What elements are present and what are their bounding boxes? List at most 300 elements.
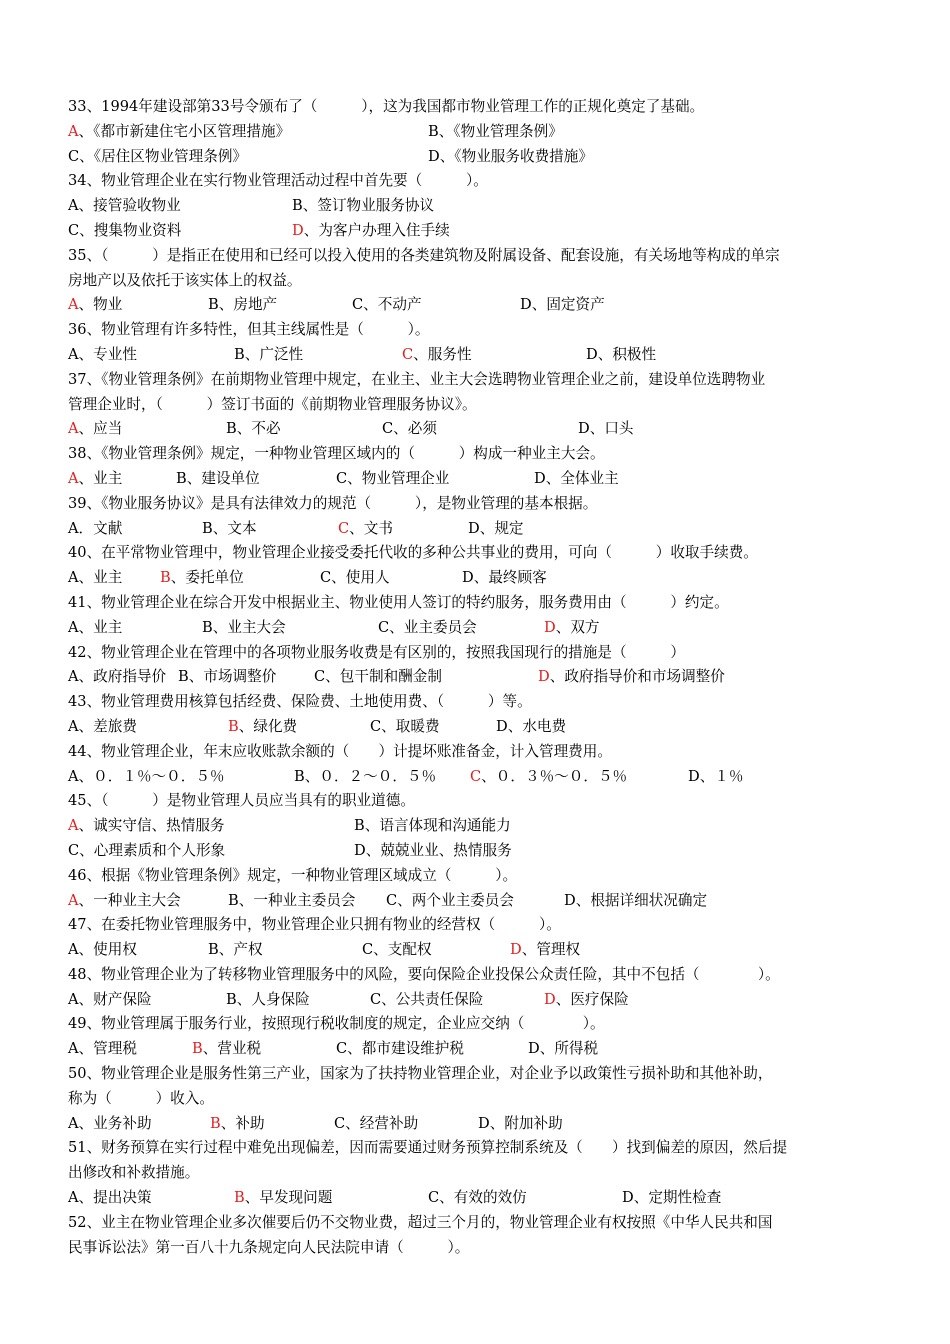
option-text: 建设单位	[201, 469, 260, 487]
option-text: 附加补助	[504, 1114, 563, 1132]
option-text: 接管验收物业	[93, 197, 181, 215]
option-letter: B	[226, 990, 237, 1008]
option-text: 业主	[93, 469, 123, 487]
answer-option	[68, 343, 137, 368]
options-row	[68, 566, 883, 591]
option-letter: C	[382, 420, 394, 438]
option-letter: C	[470, 767, 482, 785]
option-letter: B	[228, 891, 239, 909]
option-letter: C	[428, 1189, 440, 1207]
question-text: 43、物业管理费用核算包括经费、保险费、土地使用费、（ ）等。	[68, 693, 532, 711]
option-separator: 、	[381, 717, 396, 735]
option-text: 业务补助	[93, 1114, 152, 1132]
option-letter: B	[354, 817, 365, 835]
option-separator: 、	[79, 147, 94, 165]
option-letter: A	[68, 891, 79, 909]
option-separator: 、	[78, 1040, 94, 1058]
option-separator: 、	[244, 345, 260, 363]
option-letter: D	[534, 469, 546, 487]
question-text-continued: 民事诉讼法》第一百八十九条规定向人民法院申请（ ）。	[68, 1238, 470, 1256]
answer-option	[496, 715, 566, 740]
option-text: 营业税	[217, 1040, 262, 1058]
option-letter: D	[622, 1189, 634, 1207]
option-text: 口头	[604, 420, 634, 438]
option-separator: 、	[244, 1189, 260, 1207]
question-block	[68, 1062, 883, 1136]
answer-option	[202, 517, 257, 542]
answer-option	[68, 417, 122, 442]
options-row	[68, 467, 883, 492]
option-letter: D	[292, 221, 304, 239]
option-separator: 、	[186, 469, 202, 487]
question-block	[68, 641, 883, 691]
option-separator: 、	[78, 941, 94, 959]
option-text: 水电费	[522, 717, 567, 735]
option-letter: D	[578, 420, 590, 438]
option-letter: C	[370, 990, 382, 1008]
question-block	[68, 244, 883, 318]
answer-option	[68, 765, 225, 790]
answer-option	[538, 665, 725, 690]
question-text: 42、物业管理企业在管理中的各项物业服务收费是有区别的，按照我国现行的措施是（ ）	[68, 643, 685, 661]
option-separator: 、	[220, 1114, 236, 1132]
option-separator: 、	[364, 817, 380, 835]
question-text: 37、《物业管理条例》在前期物业管理中规定，在业主、业主大会选聘物业管理企业之前，建设单位选聘物业	[68, 370, 766, 388]
option-letter: A	[68, 990, 79, 1008]
answer-option	[362, 938, 432, 963]
option-text: 文本	[227, 519, 257, 537]
option-text: 根据详细状况确定	[590, 891, 708, 909]
option-separator: 、	[78, 1114, 94, 1132]
answer-option	[528, 1037, 598, 1062]
answer-option	[378, 616, 477, 641]
answer-option	[68, 293, 122, 318]
option-text: 取暖费	[395, 717, 440, 735]
question-text: 52、业主在物业管理企业多次催要后仍不交物业费，超过三个月的，物业管理企业有权按照《中华人民共和国	[68, 1213, 773, 1231]
option-separator: 、	[393, 420, 408, 438]
option-text: 专业性	[93, 345, 137, 363]
option-letter: A	[68, 717, 79, 735]
question-text: 49、物业管理属于服务行业，按照现行税收制度的规定，企业应交纳（ ）。	[68, 1015, 605, 1033]
option-text: 差旅费	[93, 717, 137, 735]
options-row	[68, 120, 883, 145]
question-list	[68, 95, 883, 1260]
question-block	[68, 913, 883, 963]
answer-option	[226, 988, 310, 1013]
option-separator: 、	[633, 1189, 649, 1207]
option-letter: A	[68, 668, 79, 686]
answer-option	[370, 988, 483, 1013]
option-text: 文献	[93, 519, 123, 537]
option-letter: B	[202, 618, 213, 636]
option-text: 物业管理企业	[361, 469, 450, 487]
option-separator: 、	[479, 519, 495, 537]
answer-option	[68, 1037, 137, 1062]
question-block	[68, 740, 883, 790]
option-letter: C	[68, 221, 80, 239]
option-text: 服务性	[427, 345, 472, 363]
option-separator: 、	[78, 817, 94, 835]
option-letter: D	[478, 1114, 490, 1132]
option-letter: D	[462, 569, 474, 587]
answer-option	[160, 566, 244, 591]
options-row	[68, 839, 883, 864]
option-separator: 、	[78, 1189, 94, 1207]
option-letter: A	[68, 122, 79, 140]
option-separator: 、	[78, 717, 94, 735]
options-row	[68, 343, 883, 368]
option-letter: B	[178, 668, 189, 686]
answer-option	[462, 566, 547, 591]
answer-option	[292, 194, 434, 219]
option-text: 公共责任保险	[395, 990, 484, 1008]
question-block	[68, 591, 883, 641]
answer-option	[208, 938, 263, 963]
option-separator: 、	[325, 668, 340, 686]
option-text: 委托单位	[185, 569, 244, 587]
option-text: 积极性	[612, 345, 657, 363]
option-letter: B	[428, 122, 439, 140]
option-separator: 、	[238, 717, 254, 735]
option-letter: B	[192, 1040, 203, 1058]
option-letter: B	[234, 1189, 245, 1207]
option-letter: A	[68, 817, 79, 835]
answer-option	[402, 343, 472, 368]
option-separator: 、	[78, 767, 94, 785]
option-text: ０．１％～０．５％	[93, 767, 225, 785]
option-separator: 、	[373, 941, 388, 959]
option-separator: 、	[531, 296, 547, 314]
option-letter: C	[68, 147, 80, 165]
option-letter: C	[370, 717, 382, 735]
option-text: 应当	[93, 420, 123, 438]
option-separator: 、	[381, 990, 396, 1008]
question-block	[68, 1136, 883, 1210]
option-text: 必须	[407, 420, 437, 438]
answer-option	[208, 293, 277, 318]
option-text: 定期性检查	[648, 1189, 722, 1207]
answer-option	[688, 765, 744, 790]
options-row	[68, 814, 883, 839]
option-separator: 、	[597, 345, 613, 363]
option-separator: 、	[78, 891, 94, 909]
option-text: 一种业主大会	[93, 891, 181, 909]
answer-option	[478, 1112, 563, 1137]
options-row	[68, 665, 883, 690]
answer-option	[292, 219, 450, 244]
option-separator: 、	[439, 147, 455, 165]
answer-option	[68, 1186, 152, 1211]
question-block	[68, 492, 883, 542]
option-letter: D	[468, 519, 480, 537]
answer-option	[338, 517, 393, 542]
answer-option	[334, 1112, 418, 1137]
option-text: 有效的效仿	[453, 1189, 527, 1207]
question-block	[68, 318, 883, 368]
option-text: 《都市新建住宅小区管理措施》	[93, 122, 291, 140]
question-text: 51、财务预算在实行过程中难免出现偏差，因而需要通过财务预算控制系统及（ ）找到偏差的原因，然后提	[68, 1139, 788, 1157]
option-letter: B	[208, 296, 219, 314]
option-letter: D	[544, 618, 556, 636]
answer-option	[68, 715, 137, 740]
answer-option	[544, 616, 600, 641]
option-separator: 、	[188, 668, 204, 686]
option-text: 双方	[570, 618, 600, 636]
options-row	[68, 938, 883, 963]
option-letter: D	[688, 767, 700, 785]
option-letter: D	[354, 841, 366, 859]
option-separator: 、	[413, 345, 428, 363]
answer-option	[68, 889, 181, 914]
option-separator: 、	[218, 296, 234, 314]
option-text: 绿化费	[253, 717, 298, 735]
option-letter: D	[586, 345, 598, 363]
option-separator: 、	[589, 420, 605, 438]
option-text: 使用权	[93, 941, 137, 959]
answer-option	[202, 616, 286, 641]
answer-option	[68, 219, 181, 244]
option-text: 管理税	[93, 1040, 137, 1058]
option-text: 政府指导价	[93, 668, 167, 686]
option-text: ０．２～０．５％	[319, 767, 437, 785]
option-text: ０．３％～０．５％	[495, 767, 628, 785]
answer-option	[386, 889, 514, 914]
options-row	[68, 219, 883, 244]
answer-option	[68, 194, 181, 219]
answer-option	[468, 517, 524, 542]
option-letter: D	[544, 990, 556, 1008]
option-text: 一种业主委员会	[253, 891, 356, 909]
option-letter: C	[402, 345, 414, 363]
option-letter: C	[362, 941, 374, 959]
option-letter: A	[68, 941, 79, 959]
answer-option	[68, 814, 225, 839]
question-text-continued: 称为（ ）收入。	[68, 1089, 214, 1107]
option-text: 政府指导价和市场调整价	[564, 668, 725, 686]
question-text: 41、物业管理企业在综合开发中根据业主、物业使用人签订的特约服务，服务费用由（ ）约定。	[68, 593, 729, 611]
option-text: 兢兢业业、热情服务	[380, 841, 512, 859]
answer-option	[428, 145, 593, 170]
option-separator: 、	[78, 296, 94, 314]
options-row	[68, 517, 883, 542]
answer-option	[314, 665, 442, 690]
question-text-continued: 房地产以及依托于该实体上的权益。	[68, 271, 302, 289]
option-letter: B	[160, 569, 171, 587]
question-block	[68, 442, 883, 492]
option-separator: 、	[489, 1114, 505, 1132]
option-separator: 、	[507, 717, 523, 735]
option-text: 诚实守信、热情服务	[93, 817, 225, 835]
option-separator: 、	[521, 941, 537, 959]
answer-option	[176, 467, 260, 492]
option-letter: B	[202, 519, 213, 537]
answer-option	[578, 417, 634, 442]
option-text: 房地产	[233, 296, 278, 314]
question-text: 47、在委托物业管理服务中，物业管理企业只拥有物业的经营权（ ）。	[68, 916, 561, 934]
question-text-continued: 管理企业时，（ ）签订书面的《前期物业管理服务协议》。	[68, 395, 477, 413]
question-block	[68, 963, 883, 1013]
answer-option	[428, 120, 563, 145]
option-letter: C	[334, 1114, 346, 1132]
option-text: 规定	[494, 519, 524, 537]
option-separator: 、	[304, 767, 320, 785]
question-block	[68, 368, 883, 442]
option-text: 搜集物业资料	[93, 221, 182, 239]
option-letter: D	[496, 717, 508, 735]
option-text: 业主	[93, 618, 123, 636]
options-row	[68, 765, 883, 790]
option-separator: 、	[347, 1040, 362, 1058]
question-block	[68, 95, 883, 169]
option-separator: 、	[170, 569, 186, 587]
answer-option	[564, 889, 707, 914]
option-separator: 、	[78, 668, 94, 686]
answer-option	[336, 1037, 464, 1062]
question-block	[68, 169, 883, 243]
answer-option	[68, 517, 122, 542]
option-separator: 、	[212, 519, 228, 537]
option-text: 市场调整价	[203, 668, 277, 686]
question-text: 50、物业管理企业是服务性第三产业，国家为了扶持物业管理企业，对企业予以政策性亏损补助和其他补助，	[68, 1065, 773, 1083]
option-letter: B	[228, 717, 239, 735]
option-separator: 、	[363, 296, 378, 314]
question-block	[68, 1012, 883, 1062]
answer-option	[68, 616, 122, 641]
option-text: 财产保险	[93, 990, 152, 1008]
option-separator: 、	[78, 345, 94, 363]
answer-option	[320, 566, 390, 591]
option-letter: B	[294, 767, 305, 785]
option-text: 签订物业服务协议	[317, 197, 435, 215]
option-separator: 、	[78, 569, 94, 587]
option-separator: 、	[699, 767, 715, 785]
option-text: 文书	[363, 519, 393, 537]
option-text: 语言体现和沟通能力	[379, 817, 511, 835]
answer-option	[68, 839, 225, 864]
option-separator: 、	[345, 1114, 360, 1132]
option-separator: 、	[238, 891, 254, 909]
question-block	[68, 541, 883, 591]
option-letter: C	[314, 668, 326, 686]
option-letter: B	[210, 1114, 221, 1132]
option-separator: 、	[575, 891, 591, 909]
question-block	[68, 864, 883, 914]
option-text: 使用人	[345, 569, 390, 587]
question-text: 45、（ ）是物业管理人员应当具有的职业道德。	[68, 792, 415, 810]
option-letter: A	[68, 1040, 79, 1058]
option-separator: 、	[555, 990, 571, 1008]
question-block	[68, 789, 883, 863]
option-letter: D	[510, 941, 522, 959]
options-row	[68, 293, 883, 318]
option-text: 全体业主	[560, 469, 619, 487]
option-letter: A	[68, 1189, 79, 1207]
option-letter: A	[68, 345, 79, 363]
option-text: 支配权	[387, 941, 432, 959]
question-text: 35、（ ）是指正在使用和已经可以投入使用的各类建筑物及附属设备、配套设施，有关场地等构成的单宗	[68, 246, 780, 264]
option-text: 业主	[93, 569, 123, 587]
option-letter: B	[234, 345, 245, 363]
answer-option	[68, 665, 166, 690]
answer-option	[622, 1186, 721, 1211]
question-text: 33、1994年建设部第33号令颁布了（ ），这为我国都市物业管理工作的正规化奠定了基础。	[68, 98, 705, 115]
question-text: 34、物业管理企业在实行物业管理活动过程中首先要（ ）。	[68, 172, 488, 190]
answer-option	[354, 839, 512, 864]
option-separator: 、	[218, 941, 234, 959]
option-text: 提出决策	[93, 1189, 152, 1207]
option-separator: 、	[79, 221, 94, 239]
option-letter: B	[226, 420, 237, 438]
option-separator: 、	[303, 221, 319, 239]
answer-option	[534, 467, 619, 492]
option-letter: A	[68, 197, 79, 215]
options-row	[68, 194, 883, 219]
option-letter: A	[68, 1114, 79, 1132]
answer-option	[68, 120, 290, 145]
option-separator: 、	[236, 420, 252, 438]
option-text: 早发现问题	[259, 1189, 333, 1207]
option-text: 都市建设维护税	[361, 1040, 464, 1058]
options-row	[68, 145, 883, 170]
answer-option	[520, 293, 605, 318]
answer-option	[68, 566, 122, 591]
option-text: 业主委员会	[403, 618, 477, 636]
answer-option	[294, 765, 436, 790]
question-block	[68, 690, 883, 740]
option-separator: 、	[365, 841, 381, 859]
option-separator: 、	[549, 668, 565, 686]
option-letter: A	[68, 296, 79, 314]
options-row	[68, 889, 883, 914]
option-letter: D	[528, 1040, 540, 1058]
option-text: 补助	[235, 1114, 265, 1132]
question-text: 44、物业管理企业，年末应收账款余额的（ ）计提坏账准备金，计入管理费用。	[68, 742, 612, 760]
answer-option	[354, 814, 511, 839]
option-text: 管理权	[536, 941, 581, 959]
option-text: 所得税	[554, 1040, 599, 1058]
answer-option	[470, 765, 627, 790]
answer-option	[228, 889, 356, 914]
option-letter: B	[292, 197, 303, 215]
options-row	[68, 715, 883, 740]
options-row	[68, 1037, 883, 1062]
options-row	[68, 1186, 883, 1211]
option-letter: A	[68, 618, 79, 636]
question-text: 39、《物业服务协议》是具有法律效力的规范（ ），是物业管理的基本根据。	[68, 494, 598, 512]
option-separator: 、	[212, 618, 228, 636]
option-separator: 、	[473, 569, 489, 587]
options-row	[68, 417, 883, 442]
question-block	[68, 1211, 883, 1261]
question-text: 46、根据《物业管理条例》规定，一种物业管理区域成立（ ）。	[68, 866, 518, 884]
option-separator: 、	[78, 469, 94, 487]
answer-option	[382, 417, 437, 442]
option-letter: A	[68, 519, 79, 537]
answer-option	[228, 715, 297, 740]
options-row	[68, 1112, 883, 1137]
option-separator: 、	[389, 618, 404, 636]
question-text: 40、在平常物业管理中，物业管理企业接受委托代收的多种公共事业的费用，可向（ ）收取手续费。	[68, 544, 758, 562]
option-text: １％	[714, 767, 744, 785]
option-letter: D	[520, 296, 532, 314]
option-separator: 、	[481, 767, 496, 785]
answer-option	[226, 417, 281, 442]
option-separator: ．	[78, 519, 94, 537]
option-letter: C	[320, 569, 332, 587]
option-separator: 、	[78, 420, 94, 438]
option-letter: A	[68, 569, 79, 587]
option-letter: B	[208, 941, 219, 959]
